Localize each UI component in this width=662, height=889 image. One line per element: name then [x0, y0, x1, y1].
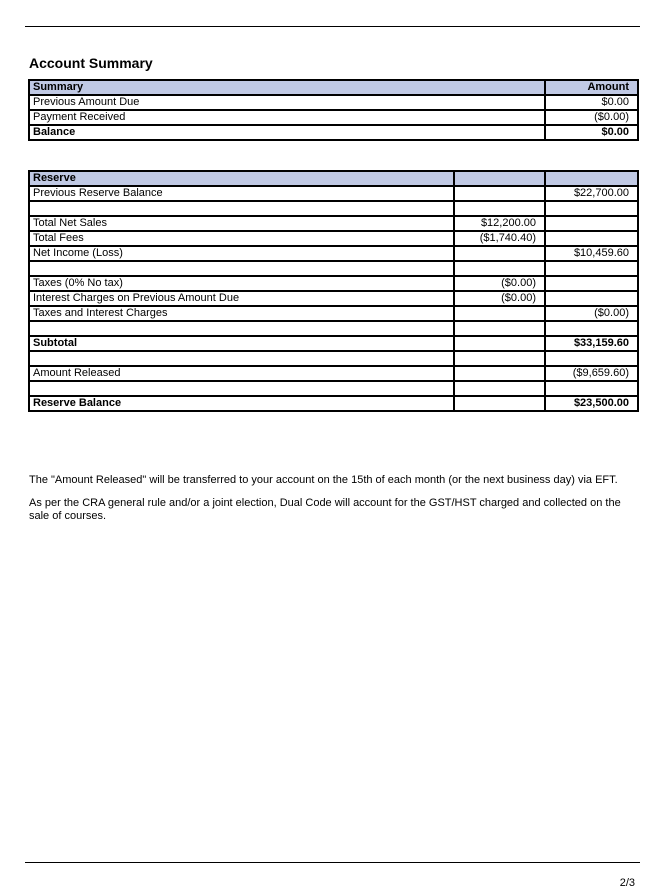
row-label: Previous Amount Due — [29, 95, 545, 110]
row-mid: ($1,740.40) — [454, 231, 545, 246]
row-label — [29, 201, 454, 216]
row-label: Payment Received — [29, 110, 545, 125]
table-row — [29, 216, 638, 231]
row-amount — [545, 261, 638, 276]
table-row — [29, 201, 638, 216]
table-row — [29, 276, 638, 291]
gst-note: As per the CRA general rule and/or a joint election, Dual Code will account for the GST/HST charged and collected on the sale of courses. — [29, 497, 621, 522]
table-row — [29, 291, 638, 306]
row-label: Subtotal — [29, 336, 454, 351]
table-row — [29, 366, 638, 381]
row-mid — [454, 321, 545, 336]
balance-row — [29, 125, 638, 140]
table-row — [29, 381, 638, 396]
table-row — [29, 110, 638, 125]
table-row — [29, 95, 638, 110]
row-amount — [545, 291, 638, 306]
row-label: Total Fees — [29, 231, 454, 246]
row-amount: ($0.00) — [545, 306, 638, 321]
row-amount: $0.00 — [545, 125, 638, 140]
section-title: Account Summary — [29, 55, 153, 71]
table-row — [29, 186, 638, 201]
table-row — [29, 351, 638, 366]
row-label: Taxes (0% No tax) — [29, 276, 454, 291]
row-mid — [454, 381, 545, 396]
row-amount — [545, 201, 638, 216]
row-amount: $33,159.60 — [545, 336, 638, 351]
row-amount — [545, 216, 638, 231]
row-label: Net Income (Loss) — [29, 246, 454, 261]
row-mid: ($0.00) — [454, 276, 545, 291]
row-amount: $23,500.00 — [545, 396, 638, 411]
row-mid — [454, 201, 545, 216]
table-row — [29, 231, 638, 246]
row-label — [29, 381, 454, 396]
row-label: Taxes and Interest Charges — [29, 306, 454, 321]
row-mid: $12,200.00 — [454, 216, 545, 231]
row-mid — [454, 336, 545, 351]
reserve-balance-row — [29, 396, 638, 411]
table-row — [29, 246, 638, 261]
row-mid: ($0.00) — [454, 291, 545, 306]
row-mid — [454, 366, 545, 381]
reserve-table — [28, 170, 639, 412]
transfer-note: The "Amount Released" will be transferred to your account on the 15th of each month (or the next business day) via EFT. — [29, 474, 618, 486]
summary-header-label: Summary — [29, 80, 545, 95]
row-amount: $22,700.00 — [545, 186, 638, 201]
bottom-rule — [25, 862, 640, 863]
row-mid — [454, 351, 545, 366]
row-label: Balance — [29, 125, 545, 140]
summary-header-amount: Amount — [545, 80, 638, 95]
row-mid — [454, 261, 545, 276]
row-label: Amount Released — [29, 366, 454, 381]
row-amount: ($9,659.60) — [545, 366, 638, 381]
row-label: Interest Charges on Previous Amount Due — [29, 291, 454, 306]
row-label: Total Net Sales — [29, 216, 454, 231]
subtotal-row — [29, 336, 638, 351]
top-rule — [25, 26, 640, 27]
reserve-header-amount — [545, 171, 638, 186]
table-row — [29, 261, 638, 276]
row-mid — [454, 246, 545, 261]
row-amount — [545, 321, 638, 336]
row-mid — [454, 186, 545, 201]
table-row — [29, 321, 638, 336]
row-amount: $0.00 — [545, 95, 638, 110]
row-label — [29, 321, 454, 336]
row-amount: ($0.00) — [545, 110, 638, 125]
row-amount: $10,459.60 — [545, 246, 638, 261]
table-row — [29, 306, 638, 321]
row-label — [29, 261, 454, 276]
row-amount — [545, 381, 638, 396]
row-amount — [545, 231, 638, 246]
row-amount — [545, 351, 638, 366]
row-label — [29, 351, 454, 366]
row-mid — [454, 396, 545, 411]
reserve-header-mid — [454, 171, 545, 186]
row-amount — [545, 276, 638, 291]
row-label: Reserve Balance — [29, 396, 454, 411]
row-mid — [454, 306, 545, 321]
page-number: 2/3 — [619, 877, 635, 889]
summary-table — [28, 79, 639, 141]
reserve-header-label: Reserve — [29, 171, 454, 186]
summary-header-row — [29, 80, 638, 95]
row-label: Previous Reserve Balance — [29, 186, 454, 201]
reserve-header-row — [29, 171, 638, 186]
